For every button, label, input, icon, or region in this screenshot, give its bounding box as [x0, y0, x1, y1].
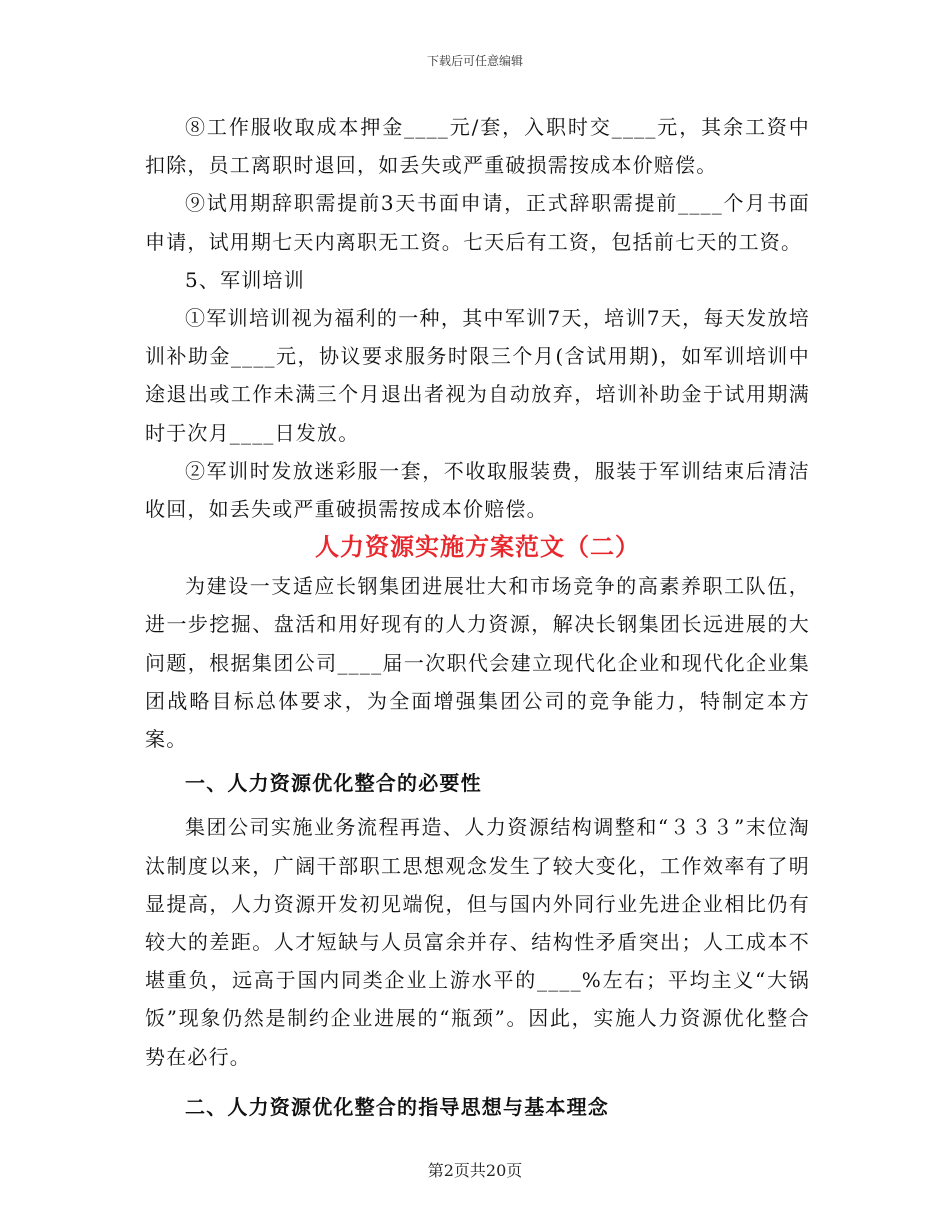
paragraph-camouflage-uniform: ②军训时发放迷彩服一套，不收取服装费，服装于军训结束后清洁收回，如丢失或严重破损需按成本价赔偿。: [145, 458, 810, 522]
page-number: 第2页共20页: [427, 1161, 523, 1180]
paragraph-resignation: ⑨试用期辞职需提前3天书面申请，正式辞职需提前____个月书面申请，试用期七天内离职无工资。七天后有工资，包括前七天的工资。: [145, 191, 810, 254]
paragraph-introduction: 为建设一支适应长钢集团进展壮大和市场竞争的高素养职工队伍，进一步挖掘、盘活和用好现有的人力资源，解决长钢集团长远进展的大问题，根据集团公司____届一次职代会建立现代化企业和现代化企业集团战略目标总体要求，为全面增强集团公司的竞争能力，特制定本方案。: [145, 574, 810, 752]
heading-necessity: 一、人力资源优化整合的必要性: [185, 771, 482, 796]
heading-guiding-ideology: 二、人力资源优化整合的指导思想与基本理念: [185, 1094, 609, 1119]
paragraph-training-subsidy: ①军训培训视为福利的一种，其中军训7天，培训7天，每天发放培训补助金____元，协议要求服务时限三个月(含试用期)，如军训培训中途退出或工作未满三个月退出者视为自动放弃，培训补助金于试用期满时于次月____日发放。: [145, 306, 810, 445]
paragraph-uniform-deposit: ⑧工作服收取成本押金____元/套，入职时交____元，其余工资中扣除，员工离职时退回，如丢失或严重破损需按成本价赔偿。: [145, 115, 810, 178]
header-note: 下载后可任意编辑: [426, 54, 523, 68]
document-title: 人力资源实施方案范文（二）: [315, 533, 640, 562]
document-body: [145, 108, 810, 1126]
paragraph-necessity: 集团公司实施业务流程再造、人力资源结构调整和“３３３”末位淘汰制度以来，广阔干部职工思想观念发生了较大变化，工作效率有了明显提高，人力资源开发初见端倪，但与国内外同行业先进企业相比仍有较大的差距。人才短缺与人员富余并存、结构性矛盾突出；人工成本不堪重负，远高于国内同类企业上游水平的____%左右；平均主义“大锅饭”现象仍然是制约企业进展的“瓶颈”。因此，实施人力资源优化整合势在必行。: [145, 815, 810, 1069]
section-military-training: 5、军训培训: [185, 267, 305, 292]
